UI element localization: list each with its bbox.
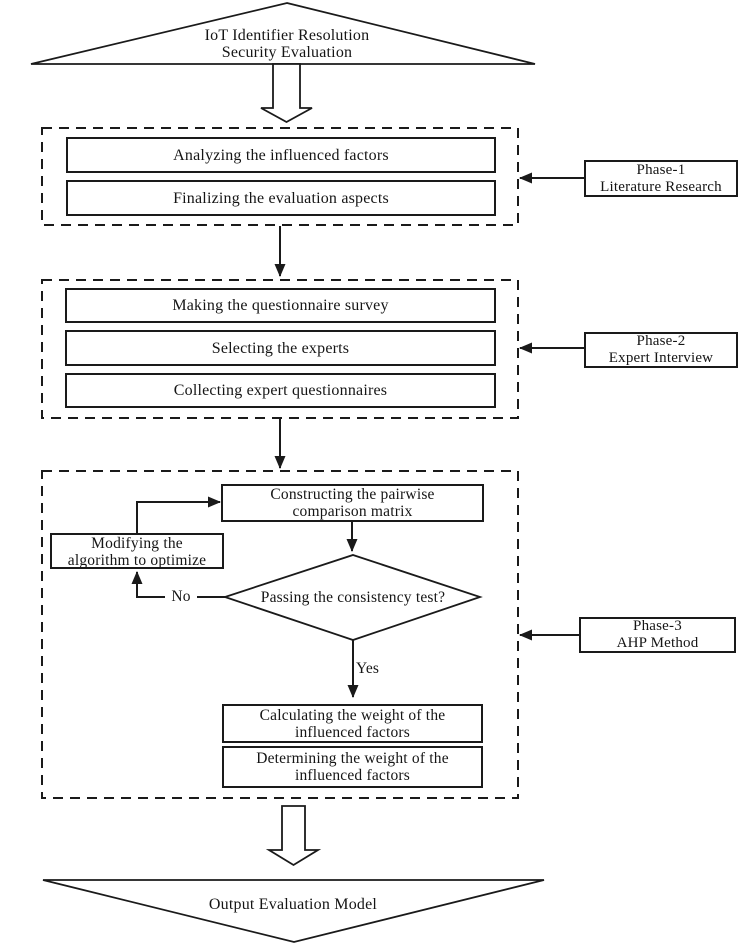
modifying-algorithm-line1: Modifying the [91,535,183,552]
modifying-algorithm-line2: algorithm to optimize [67,552,207,569]
calculating-weight-label [223,705,482,742]
calculating-weight-line2: influenced factors [294,723,411,741]
phase2-side-label-line1: Phase-2 [636,333,686,349]
phase2-step2-label: Selecting the experts [211,339,350,357]
consistency-decision-label: Passing the consistency test? [260,589,446,606]
determining-weight-line2: influenced factors [294,767,411,784]
constructing-matrix-line1: Constructing the pairwise [270,486,435,503]
phase3-side-label-line2: AHP Method [616,635,699,651]
diagram-title-line2: Security Evaluation [221,44,353,61]
phase1-side-label-line1: Phase-1 [636,161,686,178]
phase1-side-label-line2: Literature Research [600,178,722,195]
constructing-matrix-label [222,485,483,521]
determining-weight-label [223,747,482,787]
phase3-side-label-line1: Phase-3 [633,618,682,634]
phase3-side-label [580,618,735,652]
diagram-title-line1: IoT Identifier Resolution [204,27,370,44]
feedback-loop-line [137,502,220,534]
modifying-algorithm-label [51,534,223,570]
phase2-side-label [585,333,737,367]
phase2-side-label-line2: Expert Interview [608,350,714,366]
calculating-weight-line1: Calculating the weight of the [259,706,446,724]
phase2-step1-label: Making the questionnaire survey [172,297,389,314]
determining-weight-line1: Determining the weight of the [256,750,449,767]
phase1-side-label [585,161,737,196]
constructing-matrix-line2: comparison matrix [292,503,413,520]
phase1-step2-label: Finalizing the evaluation aspects [173,189,389,207]
output-banner-label: Output Evaluation Model [208,896,378,913]
yes-branch-label: Yes [356,660,380,677]
block-arrow-down-bottom [269,806,318,865]
phase1-step1-label: Analyzing the influenced factors [173,146,389,164]
phase2-step3-label: Collecting expert questionnaires [173,382,388,399]
no-branch-label: No [165,588,197,606]
block-arrow-down-top [261,64,312,122]
diagram-title [137,25,437,63]
